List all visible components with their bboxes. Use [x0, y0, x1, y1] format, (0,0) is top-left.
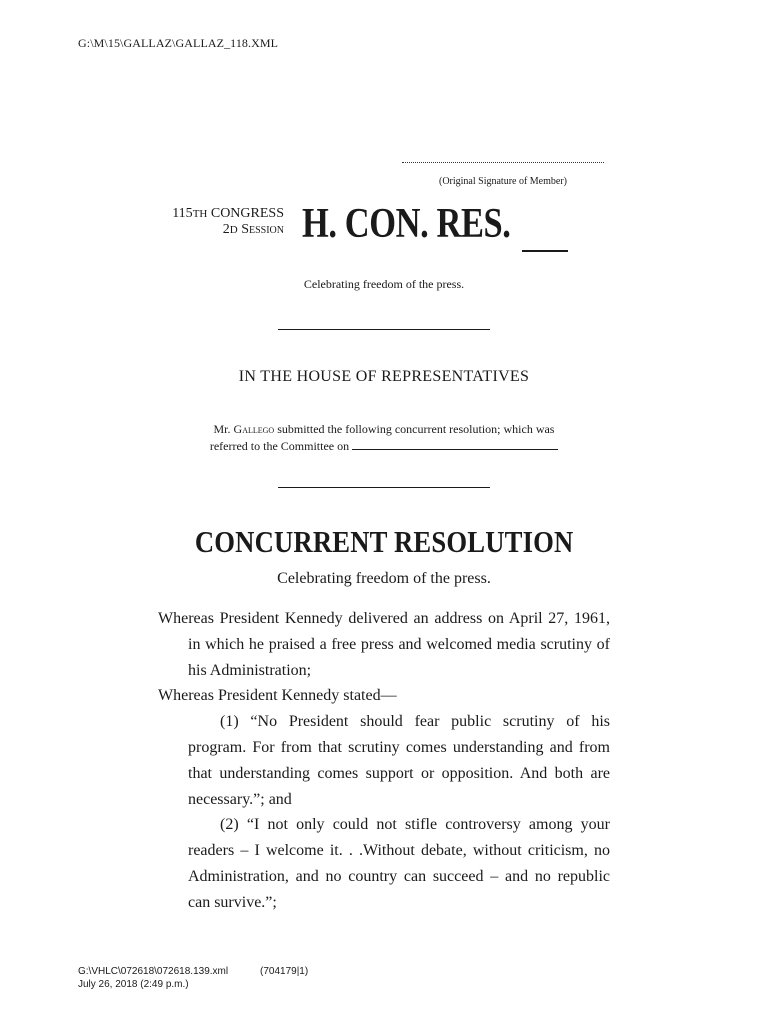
divider-top: [278, 329, 490, 330]
congress-number: 115: [172, 206, 193, 221]
sponsor-name: Gallego: [233, 422, 275, 436]
congress-session: [140, 206, 284, 238]
introduction-statement: [160, 421, 608, 455]
congress-line: [140, 206, 284, 222]
document-subtitle: Celebrating freedom of the press.: [277, 570, 491, 587]
intro-line-1: submitted the following concurrent resolution; which was: [274, 422, 555, 436]
session-ordinal: D: [229, 224, 238, 236]
quote-clause-1: (1) “No President should fear public scrutiny of his program. For from that scrutiny comes understanding and from that understanding comes support or opposition. And both are necessary.”; and: [188, 713, 610, 808]
footer-path: G:\VHLC\072618\072618.139.xml: [78, 966, 229, 977]
session-number: 2: [222, 222, 230, 237]
short-title: Celebrating freedom of the press.: [303, 277, 465, 291]
whereas-clause-2: Whereas President Kennedy stated—: [158, 687, 397, 705]
congress-label: CONGRESS: [207, 206, 284, 221]
file-path: G:\M\15\GALLAZ\GALLAZ_118.XML: [78, 36, 279, 50]
sponsor-prefix: Mr.: [213, 422, 234, 436]
resolution-designation: H. CON. RES.: [302, 201, 511, 247]
committee-blank: [352, 439, 558, 450]
document-title-text: CONCURRENT RESOLUTION: [194, 524, 574, 559]
footer: [78, 965, 309, 991]
quote-clause-2: (2) “I not only could not stifle controversy among your readers – I welcome it. . .Without debate, without criticism, no Administration, and no country can succeed – and no republic can survive.”;: [188, 816, 610, 911]
whereas-clause-1: Whereas President Kennedy delivered an address on April 27, 1961, in which he praised a free press and welcomed media scrutiny of his Administration;: [158, 610, 610, 679]
divider-bottom: [278, 487, 490, 488]
signature-caption: (Original Signature of Member): [438, 176, 568, 187]
intro-line-2: referred to the Committee on: [209, 439, 353, 453]
document-title: [0, 524, 768, 560]
chamber-heading: IN THE HOUSE OF REPRESENTATIVES: [238, 368, 530, 385]
footer-code: (704179|1): [260, 966, 309, 977]
session-line: [140, 222, 284, 238]
signature-line: [402, 156, 604, 163]
congress-ordinal: TH: [192, 208, 208, 220]
session-label: Session: [237, 222, 284, 237]
resolution-body: [158, 606, 610, 916]
resolution-number-blank: [522, 250, 568, 252]
footer-date: July 26, 2018 (2:49 p.m.): [78, 979, 189, 990]
